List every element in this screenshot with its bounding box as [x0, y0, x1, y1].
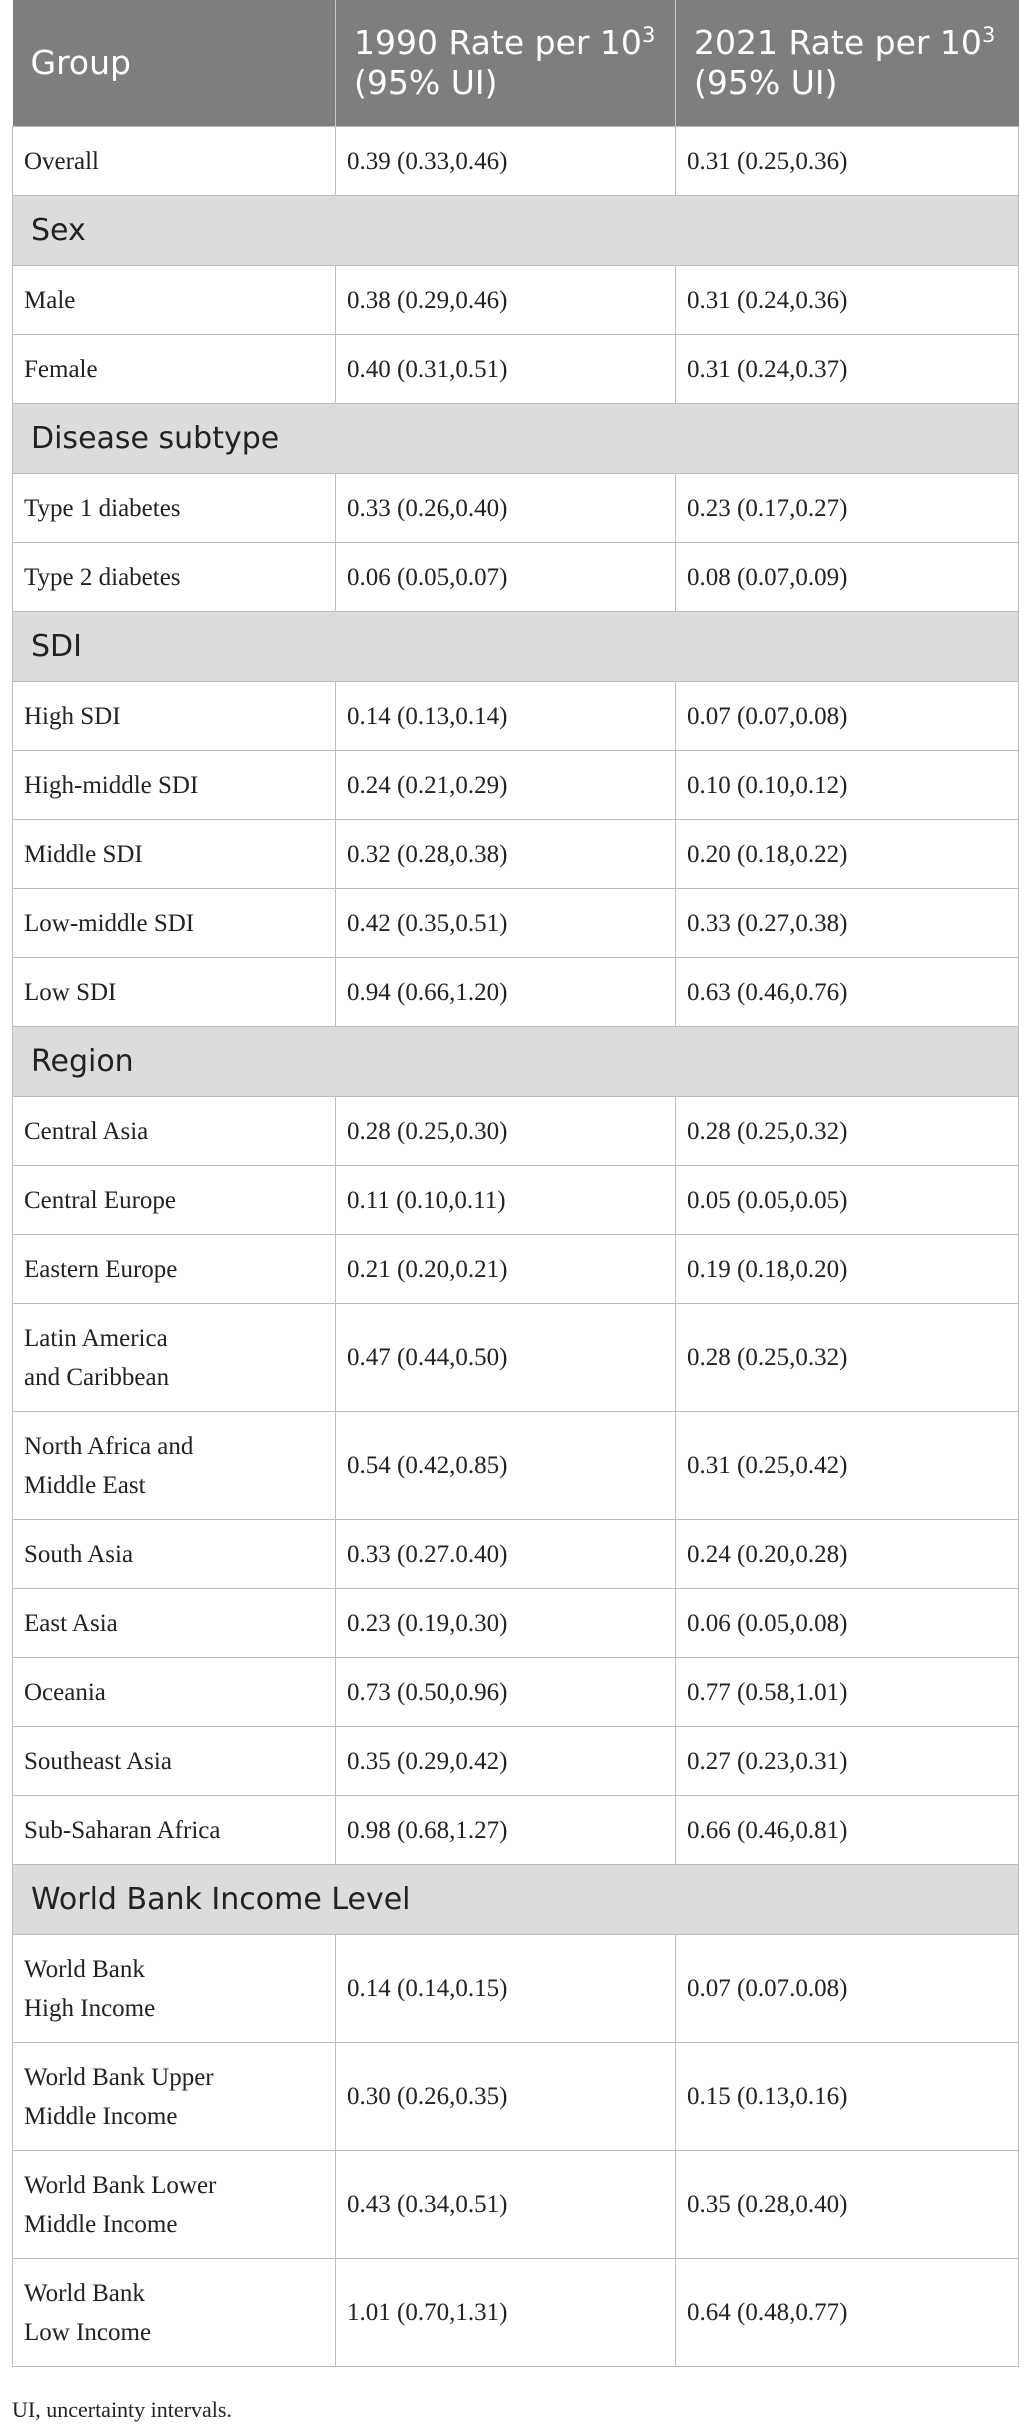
- group-cell: [13, 474, 336, 543]
- rate-1990-cell: 0.30 (0.26,0.35): [336, 2043, 676, 2151]
- section-row: [13, 1027, 1019, 1097]
- group-cell: [13, 1412, 336, 1520]
- table-row: [13, 543, 1019, 612]
- rate-1990-cell: 0.06 (0.05,0.07): [336, 543, 676, 612]
- section-label: SDI: [13, 612, 1019, 682]
- rate-2021-cell: 0.23 (0.17,0.27): [676, 474, 1019, 543]
- group-label-continued: Middle East: [24, 1471, 146, 1499]
- rate-1990-cell: 0.14 (0.13,0.14): [336, 682, 676, 751]
- rate-2021-cell: 0.07 (0.07,0.08): [676, 682, 1019, 751]
- header-2021: [676, 0, 1019, 127]
- rate-2021-cell: 0.28 (0.25,0.32): [676, 1097, 1019, 1166]
- rate-1990-cell: 0.24 (0.21,0.29): [336, 751, 676, 820]
- group-cell: [13, 1235, 336, 1304]
- rate-1990-cell: 0.23 (0.19,0.30): [336, 1589, 676, 1658]
- table-row: [13, 474, 1019, 543]
- rate-2021-cell: 0.66 (0.46,0.81): [676, 1796, 1019, 1865]
- rate-1990-cell: 0.33 (0.27.0.40): [336, 1520, 676, 1589]
- table-row: [13, 1589, 1019, 1658]
- group-label: Low-middle SDI: [24, 909, 195, 937]
- group-label: Latin America: [24, 1324, 168, 1352]
- rate-1990-cell: 0.98 (0.68,1.27): [336, 1796, 676, 1865]
- group-label: World Bank Lower: [24, 2171, 217, 2199]
- rate-1990-cell: 0.14 (0.14,0.15): [336, 1935, 676, 2043]
- rate-2021-cell: 0.24 (0.20,0.28): [676, 1520, 1019, 1589]
- section-row: [13, 1865, 1019, 1935]
- rate-1990-cell: 0.40 (0.31,0.51): [336, 335, 676, 404]
- rate-2021-cell: 0.33 (0.27,0.38): [676, 889, 1019, 958]
- table-row: [13, 820, 1019, 889]
- group-label-continued: Low Income: [24, 2318, 152, 2346]
- group-label: World Bank Upper: [24, 2063, 214, 2091]
- group-cell: [13, 127, 336, 196]
- group-label: Type 1 diabetes: [24, 494, 181, 522]
- header-2021-main: 2021 Rate per 10: [694, 23, 982, 62]
- group-label: Central Asia: [24, 1117, 149, 1145]
- group-cell: [13, 682, 336, 751]
- table-row: [13, 1304, 1019, 1412]
- rate-2021-cell: 0.06 (0.05,0.08): [676, 1589, 1019, 1658]
- group-cell: [13, 889, 336, 958]
- group-label: Low SDI: [24, 978, 117, 1006]
- header-1990: [336, 0, 676, 127]
- table-row: [13, 335, 1019, 404]
- table-row: [13, 1935, 1019, 2043]
- group-cell: [13, 2043, 336, 2151]
- rate-2021-cell: 0.07 (0.07.0.08): [676, 1935, 1019, 2043]
- group-label: Central Europe: [24, 1186, 177, 1214]
- table-body: [13, 127, 1019, 2367]
- group-cell: [13, 543, 336, 612]
- header-2021-sup: 3: [981, 23, 996, 47]
- rate-2021-cell: 0.64 (0.48,0.77): [676, 2259, 1019, 2367]
- rate-1990-cell: 0.21 (0.20,0.21): [336, 1235, 676, 1304]
- section-label: Disease subtype: [13, 404, 1019, 474]
- section-label: World Bank Income Level: [13, 1865, 1019, 1935]
- group-label: Female: [24, 355, 98, 383]
- table-row: [13, 958, 1019, 1027]
- table-footnote: UI, uncertainty intervals.: [12, 2397, 232, 2422]
- table-row: [13, 1796, 1019, 1865]
- group-label: Oceania: [24, 1678, 106, 1706]
- table-row: [13, 1658, 1019, 1727]
- rate-1990-cell: 0.54 (0.42,0.85): [336, 1412, 676, 1520]
- group-cell: [13, 1304, 336, 1412]
- section-row: [13, 404, 1019, 474]
- rate-2021-cell: 0.63 (0.46,0.76): [676, 958, 1019, 1027]
- rate-2021-cell: 0.08 (0.07,0.09): [676, 543, 1019, 612]
- group-label: Sub-Saharan Africa: [24, 1816, 221, 1844]
- rate-2021-cell: 0.20 (0.18,0.22): [676, 820, 1019, 889]
- rate-2021-cell: 0.31 (0.25,0.42): [676, 1412, 1019, 1520]
- group-label: Southeast Asia: [24, 1747, 172, 1775]
- group-cell: [13, 1166, 336, 1235]
- rate-2021-cell: 0.28 (0.25,0.32): [676, 1304, 1019, 1412]
- table-row: [13, 2259, 1019, 2367]
- table-row: [13, 889, 1019, 958]
- rate-1990-cell: 0.32 (0.28,0.38): [336, 820, 676, 889]
- group-label: World Bank: [24, 2279, 145, 2307]
- group-label-continued: Middle Income: [24, 2210, 178, 2238]
- group-label-continued: High Income: [24, 1994, 156, 2022]
- rate-1990-cell: 0.47 (0.44,0.50): [336, 1304, 676, 1412]
- header-1990-main: 1990 Rate per 10: [354, 23, 642, 62]
- group-cell: [13, 958, 336, 1027]
- rate-2021-cell: 0.31 (0.25,0.36): [676, 127, 1019, 196]
- rate-1990-cell: 0.39 (0.33,0.46): [336, 127, 676, 196]
- table-row: [13, 2043, 1019, 2151]
- rates-table: [12, 0, 1019, 2367]
- group-cell: [13, 1520, 336, 1589]
- group-cell: [13, 1935, 336, 2043]
- rate-2021-cell: 0.31 (0.24,0.36): [676, 266, 1019, 335]
- group-cell: [13, 335, 336, 404]
- table-row: [13, 1727, 1019, 1796]
- rate-2021-cell: 0.31 (0.24,0.37): [676, 335, 1019, 404]
- group-label: North Africa and: [24, 1432, 194, 1460]
- rate-2021-cell: 0.35 (0.28,0.40): [676, 2151, 1019, 2259]
- group-cell: [13, 2259, 336, 2367]
- section-row: [13, 196, 1019, 266]
- group-label-continued: and Caribbean: [24, 1363, 170, 1391]
- group-cell: [13, 1727, 336, 1796]
- rate-2021-cell: 0.77 (0.58,1.01): [676, 1658, 1019, 1727]
- rate-1990-cell: 0.94 (0.66,1.20): [336, 958, 676, 1027]
- section-label: Sex: [13, 196, 1019, 266]
- group-label: South Asia: [24, 1540, 134, 1568]
- table-row: [13, 127, 1019, 196]
- group-label: Overall: [24, 147, 99, 175]
- table-row: [13, 266, 1019, 335]
- header-1990-ui: (95% UI): [354, 63, 498, 102]
- group-cell: [13, 1658, 336, 1727]
- rate-1990-cell: 0.73 (0.50,0.96): [336, 1658, 676, 1727]
- group-label: World Bank: [24, 1955, 145, 1983]
- section-row: [13, 612, 1019, 682]
- group-cell: [13, 1796, 336, 1865]
- table-row: [13, 682, 1019, 751]
- group-label: High-middle SDI: [24, 771, 199, 799]
- rate-1990-cell: 0.42 (0.35,0.51): [336, 889, 676, 958]
- rate-1990-cell: 0.43 (0.34,0.51): [336, 2151, 676, 2259]
- rate-1990-cell: 1.01 (0.70,1.31): [336, 2259, 676, 2367]
- section-label: Region: [13, 1027, 1019, 1097]
- group-label: High SDI: [24, 702, 121, 730]
- group-label: Eastern Europe: [24, 1255, 178, 1283]
- rate-2021-cell: 0.15 (0.13,0.16): [676, 2043, 1019, 2151]
- rate-1990-cell: 0.38 (0.29,0.46): [336, 266, 676, 335]
- table-row: [13, 1520, 1019, 1589]
- header-row: [13, 0, 1019, 127]
- rate-2021-cell: 0.19 (0.18,0.20): [676, 1235, 1019, 1304]
- group-label: Male: [24, 286, 76, 314]
- rate-2021-cell: 0.10 (0.10,0.12): [676, 751, 1019, 820]
- rate-1990-cell: 0.35 (0.29,0.42): [336, 1727, 676, 1796]
- table-row: [13, 1166, 1019, 1235]
- group-label: Type 2 diabetes: [24, 563, 181, 591]
- table-row: [13, 1235, 1019, 1304]
- table-row: [13, 1412, 1019, 1520]
- group-label: Middle SDI: [24, 840, 143, 868]
- group-label-continued: Middle Income: [24, 2102, 178, 2130]
- table-row: [13, 2151, 1019, 2259]
- header-1990-sup: 3: [641, 23, 656, 47]
- rate-1990-cell: 0.33 (0.26,0.40): [336, 474, 676, 543]
- group-cell: [13, 2151, 336, 2259]
- rate-2021-cell: 0.27 (0.23,0.31): [676, 1727, 1019, 1796]
- table-row: [13, 751, 1019, 820]
- header-group-label: Group: [30, 43, 131, 82]
- group-cell: [13, 1097, 336, 1166]
- table-header: [13, 0, 1019, 127]
- rate-1990-cell: 0.28 (0.25,0.30): [336, 1097, 676, 1166]
- group-cell: [13, 751, 336, 820]
- table-row: [13, 1097, 1019, 1166]
- rate-1990-cell: 0.11 (0.10,0.11): [336, 1166, 676, 1235]
- group-label: East Asia: [24, 1609, 118, 1637]
- rate-2021-cell: 0.05 (0.05,0.05): [676, 1166, 1019, 1235]
- group-cell: [13, 266, 336, 335]
- group-cell: [13, 1589, 336, 1658]
- header-group: [13, 0, 336, 127]
- group-cell: [13, 820, 336, 889]
- header-2021-ui: (95% UI): [694, 63, 838, 102]
